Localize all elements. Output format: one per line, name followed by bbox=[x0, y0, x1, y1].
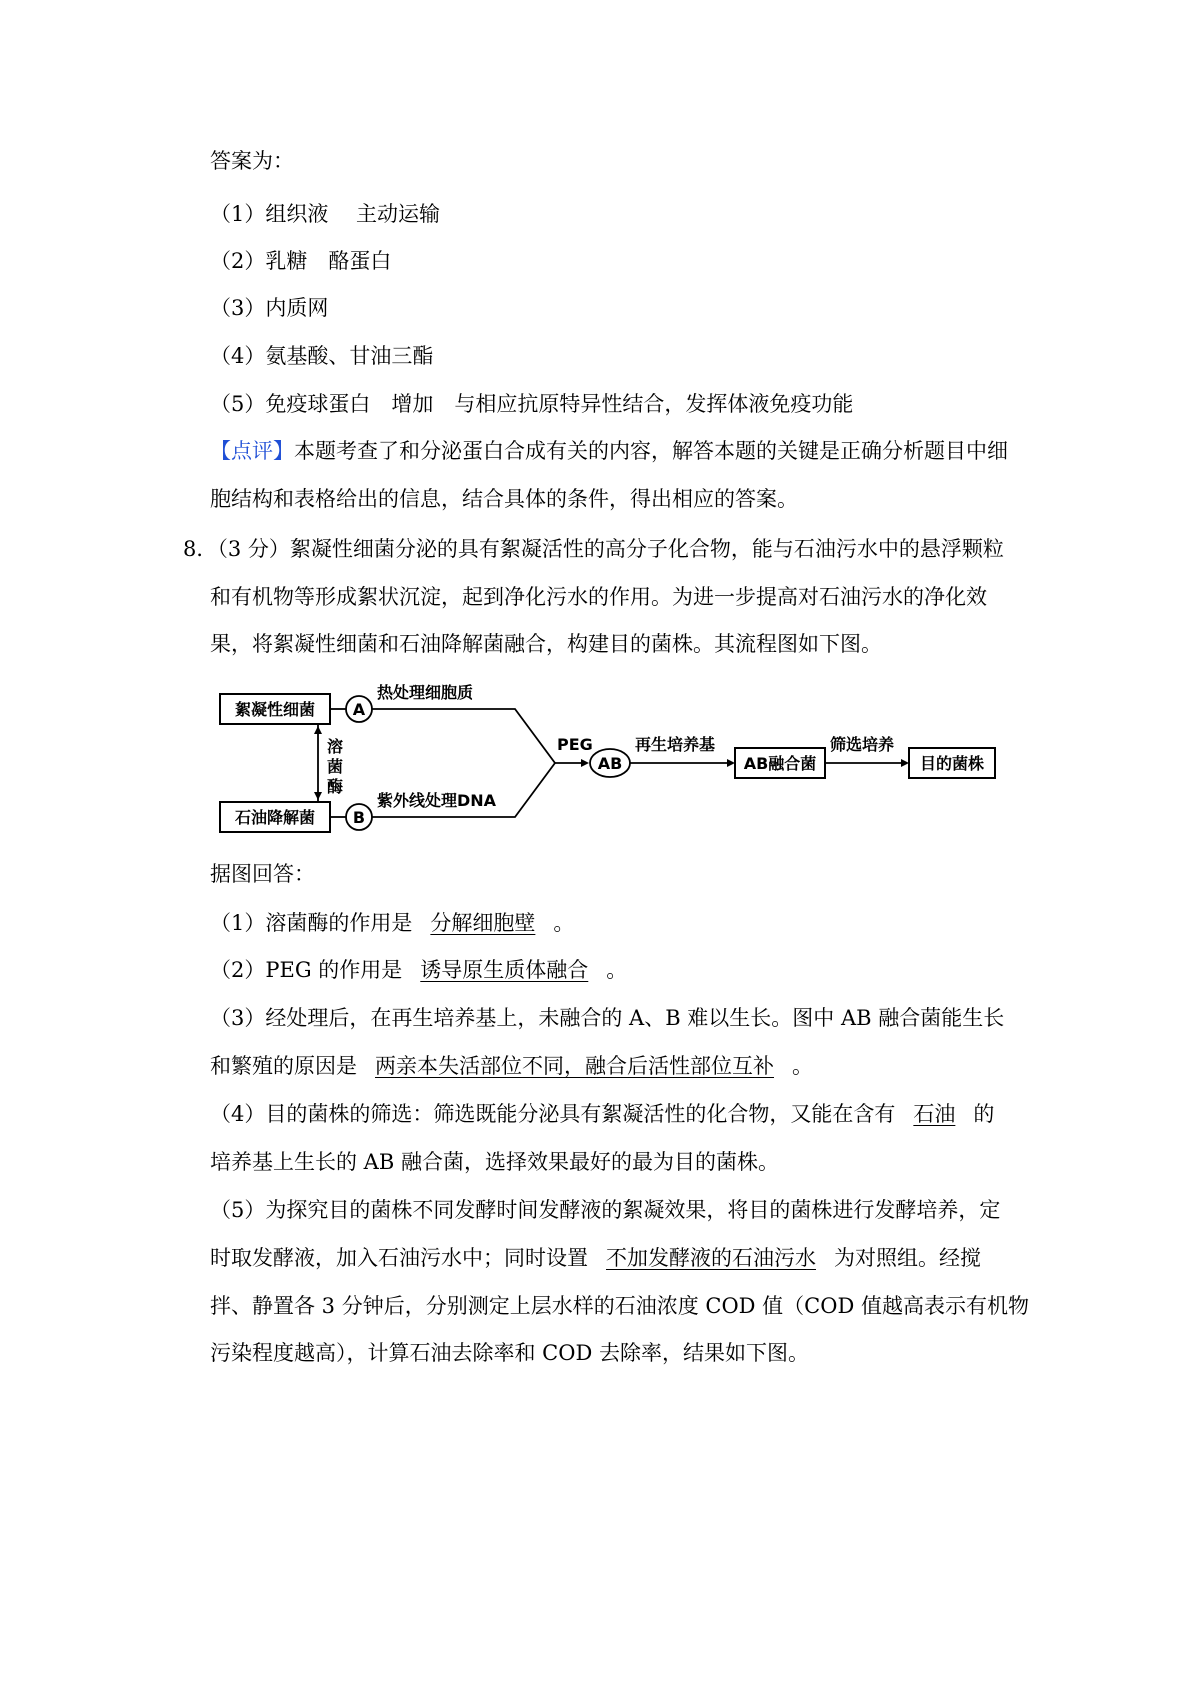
comment-tag: 【点评】 bbox=[210, 439, 294, 463]
q3-answer: 两亲本失活部位不同，融合后活性部位互补 bbox=[375, 1054, 774, 1078]
label-regen-medium: 再生培养基 bbox=[635, 735, 716, 754]
answer-item-5: （5）免疫球蛋白 增加 与相应抗原特异性结合，发挥体液免疫功能 bbox=[210, 392, 854, 416]
arrow-down-icon bbox=[314, 792, 322, 800]
q2-text: （2）PEG 的作用是 bbox=[210, 958, 403, 982]
answer-item-2: （2）乳糖 酪蛋白 bbox=[210, 249, 392, 273]
node-a-label: A bbox=[352, 700, 366, 719]
q5-line-3: 拌、静置各 3 分钟后，分别测定上层水样的石油浓度 COD 值（COD 值越高表示有机物 bbox=[210, 1294, 1029, 1318]
q1-line bbox=[210, 908, 574, 938]
enzyme-char-1: 溶 bbox=[326, 737, 344, 756]
arrow-right-icon bbox=[901, 759, 909, 767]
enzyme-char-2: 菌 bbox=[326, 757, 344, 776]
flow-diagram bbox=[205, 678, 1095, 843]
q2-answer: 诱导原生质体融合 bbox=[420, 958, 589, 982]
question-text-1: （3 分）絮凝性细菌分泌的具有絮凝活性的高分子化合物，能与石油污水中的悬浮颗粒 bbox=[217, 537, 1004, 561]
box-ab-fusion-label: AB融合菌 bbox=[743, 754, 817, 773]
q3-end: 。 bbox=[792, 1054, 813, 1078]
comment-text-1: 本题考查了和分泌蛋白合成有关的内容，解答本题的关键是正确分析题目中细 bbox=[294, 439, 1008, 463]
answer-item-3: （3）内质网 bbox=[210, 296, 329, 320]
question-line-1 bbox=[183, 534, 1004, 564]
answer-item-4: （4）氨基酸、甘油三酯 bbox=[210, 344, 434, 368]
path-a bbox=[372, 709, 555, 763]
q4-line-1 bbox=[210, 1099, 994, 1129]
q2-end: 。 bbox=[606, 958, 628, 982]
q4-answer: 石油 bbox=[913, 1102, 956, 1126]
q4-end: 的 bbox=[973, 1102, 995, 1126]
arrow-right-icon bbox=[581, 759, 589, 767]
q3-line-2 bbox=[210, 1051, 813, 1081]
q5-line-1: （5）为探究目的菌株不同发酵时间发酵液的絮凝效果，将目的菌株进行发酵培养，定 bbox=[210, 1198, 1001, 1222]
label-peg: PEG bbox=[557, 735, 593, 754]
q3-text: 和繁殖的原因是 bbox=[210, 1054, 357, 1078]
enzyme-char-3: 酶 bbox=[326, 777, 344, 796]
q5-line-2 bbox=[210, 1243, 981, 1273]
arrow-up-icon bbox=[314, 726, 322, 734]
question-line-3: 果，将絮凝性细菌和石油降解菌融合，构建目的菌株。其流程图如下图。 bbox=[210, 632, 882, 656]
q5-text: 时取发酵液，加入石油污水中；同时设置 bbox=[210, 1246, 588, 1270]
comment-line-2: 胞结构和表格给出的信息，结合具体的条件，得出相应的答案。 bbox=[210, 487, 798, 511]
label-heat-treat: 热处理细胞质 bbox=[377, 683, 474, 702]
q4-line-2: 培养基上生长的 AB 融合菌，选择效果最好的最为目的菌株。 bbox=[210, 1150, 779, 1174]
q1-end: 。 bbox=[553, 911, 575, 935]
q5-line-4: 污染程度越高），计算石油去除率和 COD 去除率，结果如下图。 bbox=[210, 1341, 809, 1365]
answer-item-1: （1）组织液 主动运输 bbox=[210, 202, 441, 226]
box-flocculant-bacteria-label: 絮凝性细菌 bbox=[234, 700, 316, 719]
arrow-right-icon bbox=[727, 759, 735, 767]
node-ab-label: AB bbox=[597, 754, 623, 773]
question-number: 8． bbox=[183, 537, 218, 561]
q2-line bbox=[210, 955, 627, 985]
node-b-label: B bbox=[352, 808, 366, 827]
q1-answer: 分解细胞壁 bbox=[430, 911, 536, 935]
label-screening: 筛选培养 bbox=[830, 735, 895, 754]
prompt: 据图回答： bbox=[210, 862, 315, 886]
answer-header: 答案为： bbox=[210, 149, 294, 173]
q5-end: 为对照组。经搅 bbox=[834, 1246, 981, 1270]
q4-text: （4）目的菌株的筛选：筛选既能分泌具有絮凝活性的化合物，又能在含有 bbox=[210, 1102, 896, 1126]
box-oil-degrading-bacteria-label: 石油降解菌 bbox=[234, 808, 316, 827]
comment-line-1 bbox=[210, 436, 1008, 466]
question-line-2: 和有机物等形成絮状沉淀，起到净化污水的作用。为进一步提高对石油污水的净化效 bbox=[210, 585, 987, 609]
q5-answer: 不加发酵液的石油污水 bbox=[606, 1246, 816, 1270]
q3-line-1: （3）经处理后，在再生培养基上，未融合的 A、B 难以生长。图中 AB 融合菌能生长 bbox=[210, 1006, 1005, 1030]
label-uv-treat: 紫外线处理DNA bbox=[377, 791, 497, 810]
box-target-strain-label: 目的菌株 bbox=[919, 754, 985, 773]
q1-text: （1）溶菌酶的作用是 bbox=[210, 911, 413, 935]
